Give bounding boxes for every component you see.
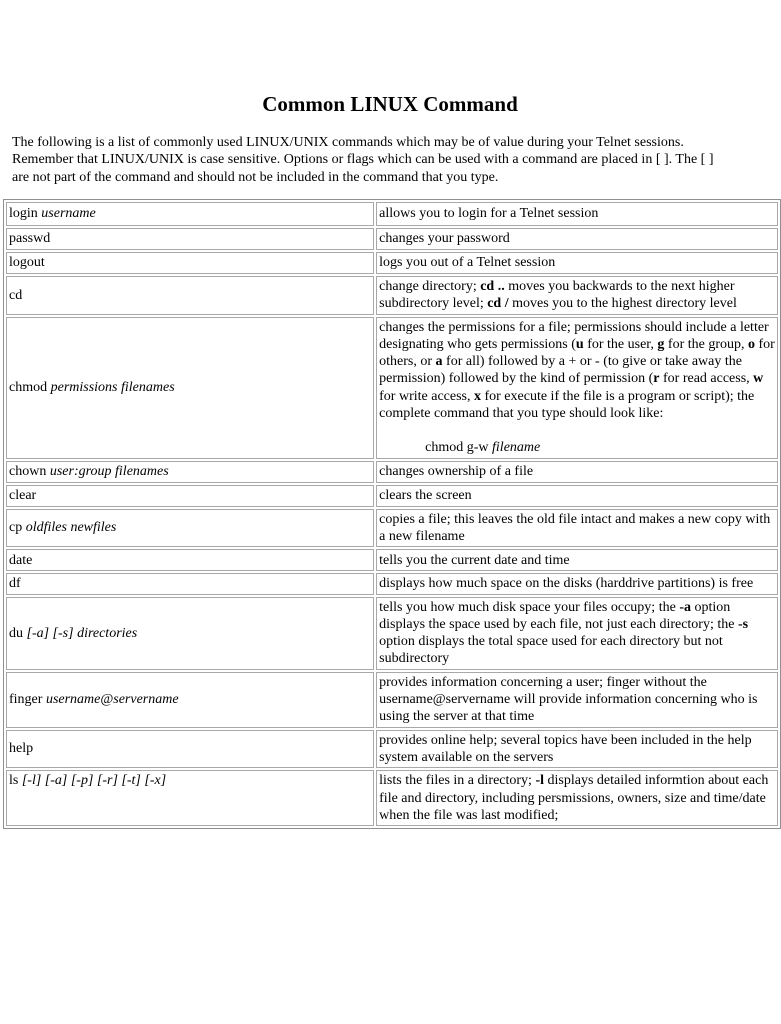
description-text: for write access, (379, 388, 474, 404)
description-text: changes ownership of a file (379, 464, 534, 480)
command-cell (6, 730, 374, 769)
description-text: allows you to login for a Telnet session (379, 206, 599, 222)
description-text: for all) followed by a + or - (to give or take away the permission) followed by the kind of permission ( (379, 354, 742, 387)
description-text: logs you out of a Telnet session (379, 255, 556, 271)
description-option: cd / (487, 296, 509, 312)
description-cell (376, 461, 778, 483)
intro-line: Remember that LINUX/UNIX is case sensitive. Options or flags which can be used with a command are placed in [ ]. The [ ] (12, 152, 714, 168)
description-text: tells you how much disk space your files occupy; the (379, 599, 680, 615)
description-option: x (473, 388, 481, 404)
description-option: a (435, 354, 443, 370)
command-cell (6, 573, 374, 594)
description-text: changes the permissions for a file; permissions should include a letter designating who gets permissions ( (379, 319, 769, 352)
command-name: finger (9, 692, 43, 708)
table-row (6, 672, 778, 728)
description-text: for the user, (583, 336, 658, 352)
description-text: option displays the total space used for each directory but not subdirectory (379, 634, 723, 667)
description-cell (376, 573, 778, 594)
table-row (6, 461, 778, 483)
command-name: logout (9, 255, 45, 271)
table-row (6, 597, 778, 670)
description-text: copies a file; this leaves the old file intact and makes a new copy with a new filename (379, 511, 771, 544)
intro-line: The following is a list of commonly used LINUX/UNIX commands which may be of value during your Telnet sessions. (12, 135, 684, 150)
command-name: chown (9, 464, 47, 480)
table-row (6, 730, 778, 769)
description-cell (376, 317, 778, 459)
command-cell (6, 597, 374, 670)
description-option: r (653, 371, 660, 387)
description-text: provides online help; several topics have been included in the help system available on the servers (379, 732, 752, 765)
description-text: displays detailed informtion about each file and directory, including persmissions, owners, size and time/date when the file was last modified; (379, 773, 769, 823)
command-name: cd (9, 287, 23, 303)
description-cell (376, 730, 778, 769)
description-cell (376, 549, 778, 571)
command-name: clear (9, 488, 37, 504)
command-table-wrapper (0, 199, 775, 899)
table-row (6, 485, 778, 507)
description-cell (376, 509, 778, 548)
description-option: -l (535, 773, 544, 789)
description-cell (376, 228, 778, 250)
description-cell (376, 485, 778, 507)
command-cell (6, 672, 374, 728)
intro-line: are not part of the command and should not be included in the command that you type. (12, 169, 499, 185)
command-name: passwd (9, 231, 51, 247)
description-text: moves you to the highest directory level (508, 296, 737, 312)
description-text: clears the screen (379, 488, 472, 504)
description-text: for others, or (379, 336, 775, 370)
description-text: lists the files in a directory; (379, 773, 536, 789)
command-args: username@servername (45, 692, 179, 708)
description-option: u (575, 336, 584, 352)
page-title: Common LINUX Command (262, 92, 518, 116)
table-row (6, 228, 778, 250)
description-cell (376, 770, 778, 826)
description-option: g (657, 336, 665, 352)
description-option: -a (679, 599, 691, 615)
table-row (6, 252, 778, 274)
command-args: [-a] [-s] directories (26, 625, 138, 641)
description-option: -s (737, 616, 749, 632)
example-command (379, 439, 775, 456)
command-cell (6, 252, 374, 274)
command-name: cp (9, 520, 23, 536)
command-cell (6, 485, 374, 507)
command-name: login (9, 206, 38, 222)
command-name: du (9, 625, 23, 641)
table-row (6, 770, 778, 826)
command-cell (6, 276, 374, 315)
intro-paragraph (12, 134, 772, 186)
description-cell (376, 276, 778, 315)
description-text: option displays the space used by each file, not just each directory; the (379, 599, 738, 632)
table-row (6, 202, 778, 226)
example-command-name: chmod g-w (425, 440, 493, 456)
command-cell (6, 202, 374, 226)
description-cell (376, 672, 778, 728)
command-cell (6, 317, 374, 459)
command-name: ls (9, 773, 19, 789)
table-row (6, 549, 778, 571)
command-args: user:group filenames (49, 464, 169, 480)
table-row (6, 317, 778, 459)
command-name: df (9, 576, 21, 592)
description-cell (376, 597, 778, 670)
description-option: w (753, 371, 764, 387)
example-command-arg: filename (492, 440, 541, 456)
command-args: username (41, 206, 96, 222)
command-cell (6, 461, 374, 483)
command-table (3, 199, 781, 829)
command-cell (6, 549, 374, 571)
command-args: permissions filenames (50, 379, 175, 395)
command-args: [-l] [-a] [-p] [-r] [-t] [-x] (21, 773, 167, 789)
description-text: for read access, (659, 371, 754, 387)
description-text: provides information concerning a user; finger without the username@servername will provide information concerning who is using the server at that time (379, 674, 758, 725)
description-text: for the group, (664, 336, 748, 352)
table-row (6, 276, 778, 315)
description-text: displays how much space on the disks (harddrive partitions) is free (379, 576, 754, 592)
description-text: change directory; (379, 279, 481, 294)
command-cell (6, 228, 374, 250)
command-name: date (9, 552, 33, 568)
command-cell (6, 509, 374, 548)
command-args: oldfiles newfiles (25, 520, 117, 536)
description-cell (376, 202, 778, 226)
description-text: moves you backwards to the next higher subdirectory level; (379, 279, 735, 312)
description-cell (376, 252, 778, 274)
description-text: for execute if the file is a program or script); the complete command that you type should look like: (379, 388, 755, 422)
command-name: chmod (9, 379, 48, 395)
table-row (6, 509, 778, 548)
description-option: o (748, 336, 755, 352)
command-cell (6, 770, 374, 826)
description-text: tells you the current date and time (379, 552, 570, 568)
command-name: help (9, 741, 34, 757)
description-option: cd .. (480, 279, 505, 294)
description-text: changes your password (379, 231, 510, 247)
table-row (6, 573, 778, 594)
